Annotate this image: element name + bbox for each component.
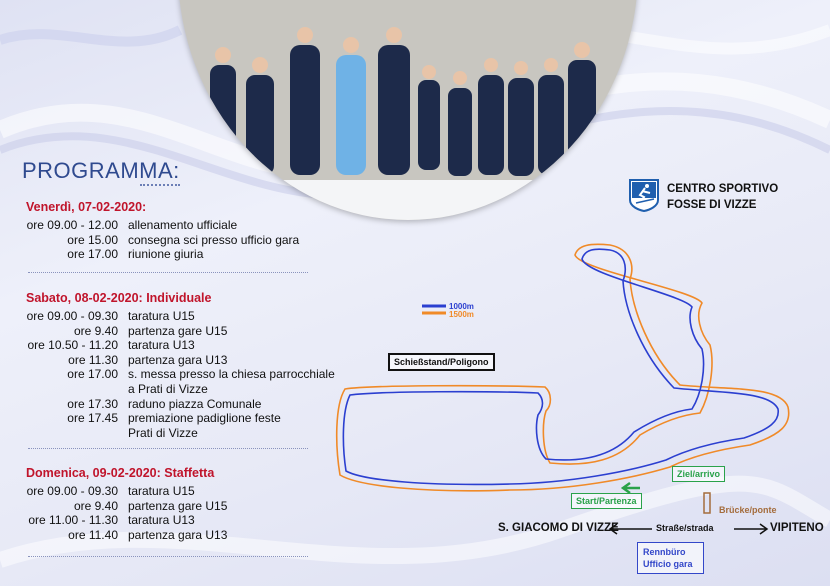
schedule-desc: taratura U13 — [128, 513, 195, 528]
schedule-time: ore 09.00 - 09.30 — [26, 484, 118, 498]
schedule-row — [22, 499, 227, 514]
club-name-line1: CENTRO SPORTIVO — [667, 183, 779, 195]
schedule-time: ore 17.30 — [67, 396, 118, 411]
legend-label-1000m: 1000m — [449, 302, 474, 311]
schedule-saturday — [22, 309, 335, 440]
club-name-line2: FOSSE DI VIZZE — [667, 199, 757, 211]
day-heading-saturday: Sabato, 08-02-2020: Individuale — [26, 291, 212, 305]
town-right-label: VIPITENO — [770, 522, 824, 534]
schedule-desc: a Prati di Vizze — [128, 381, 208, 396]
schedule-row — [22, 247, 299, 262]
schedule-time: ore 17.45 — [67, 411, 118, 426]
schedule-time: ore 11.30 — [68, 352, 118, 367]
race-office-line2: Ufficio gara — [643, 559, 693, 569]
schedule-time: ore 10.50 - 11.20 — [27, 338, 118, 353]
shooting-range-label: Schießstand/Poligono — [388, 353, 495, 371]
schedule-row — [22, 309, 335, 324]
section-divider — [28, 556, 308, 557]
club-name — [667, 181, 778, 213]
skier-logo-icon — [628, 178, 660, 212]
schedule-time: ore 9.40 — [73, 498, 118, 513]
race-office-label — [637, 542, 704, 574]
town-left-label: S. GIACOMO DI VIZZE — [498, 522, 619, 534]
section-divider — [28, 448, 308, 449]
schedule-row — [22, 233, 299, 248]
start-label: Start/Partenza — [571, 493, 642, 509]
schedule-desc: consegna sci presso ufficio gara — [128, 232, 300, 247]
bridge-label: Brücke/ponte — [719, 505, 777, 515]
road-label: Straße/strada — [656, 523, 714, 533]
schedule-desc: allenamento ufficiale — [128, 218, 238, 232]
schedule-desc: s. messa presso la chiesa parrocchiale — [128, 367, 335, 382]
schedule-sunday — [22, 484, 227, 542]
schedule-desc: partenza gara U13 — [128, 352, 228, 367]
schedule-row — [22, 382, 335, 397]
schedule-row — [22, 338, 335, 353]
schedule-time: ore 11.40 — [68, 527, 118, 542]
schedule-row — [22, 411, 335, 426]
schedule-desc: Prati di Vizze — [128, 425, 198, 440]
schedule-desc: riunione giuria — [128, 247, 204, 262]
schedule-row — [22, 397, 335, 412]
schedule-friday — [22, 218, 299, 262]
schedule-row — [22, 426, 335, 441]
schedule-desc: partenza gara U13 — [128, 527, 228, 542]
schedule-desc: partenza gare U15 — [128, 498, 228, 513]
schedule-row — [22, 484, 227, 499]
schedule-row — [22, 528, 227, 543]
section-divider — [28, 272, 308, 273]
programma-title: PROGRAMMA: — [22, 158, 180, 183]
schedule-row — [22, 218, 299, 233]
finish-label: Ziel/arrivo — [672, 466, 725, 482]
schedule-desc: taratura U15 — [128, 484, 195, 498]
schedule-time — [22, 426, 128, 441]
race-office-line1: Rennbüro — [643, 547, 686, 557]
schedule-desc: raduno piazza Comunale — [128, 396, 262, 411]
schedule-time — [22, 382, 128, 397]
schedule-desc: premiazione padiglione feste — [128, 411, 281, 426]
start-arrow — [623, 483, 640, 493]
team-photo — [178, 0, 638, 220]
schedule-time: ore 09.00 - 09.30 — [26, 309, 118, 323]
schedule-desc: taratura U13 — [128, 338, 195, 353]
day-heading-sunday: Domenica, 09-02-2020: Staffetta — [26, 466, 215, 480]
schedule-time: ore 17.00 — [67, 367, 118, 382]
schedule-time: ore 09.00 - 12.00 — [26, 218, 118, 232]
schedule-time: ore 17.00 — [67, 247, 118, 262]
schedule-row — [22, 367, 335, 382]
road-arrow-right — [734, 524, 767, 534]
schedule-time: ore 15.00 — [67, 232, 118, 247]
schedule-row — [22, 353, 335, 368]
bridge-marker — [704, 493, 710, 513]
schedule-row — [22, 513, 227, 528]
title-underline — [140, 184, 180, 186]
schedule-desc: taratura U15 — [128, 309, 195, 323]
schedule-desc: partenza gare U15 — [128, 323, 228, 338]
legend-label-1500m: 1500m — [449, 310, 474, 319]
day-heading-friday: Venerdì, 07-02-2020: — [26, 200, 147, 214]
schedule-row — [22, 324, 335, 339]
schedule-time: ore 11.00 - 11.30 — [28, 513, 118, 528]
schedule-time: ore 9.40 — [73, 323, 118, 338]
